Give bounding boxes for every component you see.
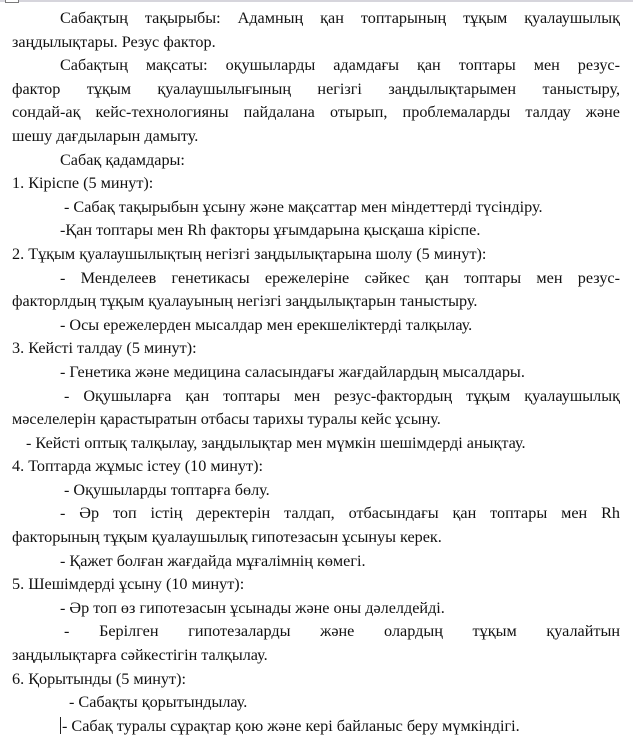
step-3-title: 3. Кейсті талдау (5 минут): <box>12 339 197 358</box>
step-4-item: - Оқушыларды топтарға бөлу. <box>64 480 270 499</box>
step-4-item-cont: факторының тұқым қуалаушылық гипотезасын ұсынуы керек. <box>12 528 442 547</box>
step-5-item-cont: заңдылықтарға сәйкестігін талқылау. <box>12 646 268 665</box>
step-4-item: - Әр топ істің деректерін талдап, отбасындағы қан топтары мен Rh <box>60 504 620 523</box>
step-3-item: - Генетика және медицина саласындағы жағдайлардың мысалдары. <box>60 362 525 381</box>
step-5-item: - Әр топ өз гипотезасын ұсынады және оны дәлелдейді. <box>60 598 445 617</box>
step-2-item: - Менделеев генетикасы ережелеріне сәйкес қан топтары мен резус- <box>60 268 620 287</box>
step-3-item: - Кейсті оптық талқылау, заңдылықтар мен мүмкін шешімдерді анықтау. <box>26 433 526 452</box>
goal-line-4: шешу дағдыларын дамыту. <box>12 126 199 145</box>
step-2-title: 2. Тұқым қуалаушылықтың негізгі заңдылықтарына шолу (5 минут): <box>12 244 487 263</box>
step-4-title: 4. Топтарда жұмыс істеу (10 минут): <box>12 457 263 476</box>
step-1-item: -Қан топтары мен Rh факторы ұғымдарына қысқаша кіріспе. <box>60 221 481 240</box>
document-page <box>12 7 620 738</box>
step-3-item-cont: мәселелерін қарастыратын отбасы тарихы туралы кейс ұсыну. <box>12 410 441 429</box>
step-6-item: - Сабақты қорытындылау. <box>69 693 248 712</box>
step-2-item-cont: факторлдың тұқым қуалауының негізгі заңдылықтарын таныстыру. <box>12 292 478 311</box>
topic-line-2: заңдылықтары. Резус фактор. <box>12 32 216 51</box>
ruler-marker <box>5 0 19 3</box>
step-3-item: - Оқушыларға қан топтары мен резус-фактордың тұқым қуалаушылық <box>64 386 620 405</box>
topic-line-1: Сабақтың тақырыбы: Адамның қан топтарының тұқым қуалаушылық <box>60 9 620 27</box>
step-6-item-with-caret[interactable] <box>12 715 620 738</box>
step-6-title: 6. Қорытынды (5 минут): <box>12 669 186 688</box>
step-6-item-text: - Сабақ туралы сұрақтар қою және кері байланыс беру мүмкіндігі. <box>62 716 520 735</box>
step-1-item: - Сабақ тақырыбын ұсыну және мақсаттар мен міндеттерді түсіндіру. <box>64 197 543 216</box>
step-5-item: - Берілген гипотезаларды және олардың тұқым қуалайтын <box>64 622 620 641</box>
step-4-item: - Қажет болған жағдайда мұғалімнің көмегі. <box>60 551 366 570</box>
text-cursor <box>60 717 61 734</box>
goal-line-1: Сабақтың мақсаты: оқушыларды адамдағы қан топтары мен резус- <box>60 56 620 75</box>
top-ruler-bar <box>0 0 633 2</box>
goal-line-2: фактор тұқым қуалаушылығының негізгі заңдылықтарымен таныстыру, <box>12 79 620 98</box>
step-5-title: 5. Шешімдерді ұсыну (10 минут): <box>12 575 245 594</box>
step-1-title: 1. Кіріспе (5 минут): <box>12 174 154 193</box>
step-2-item: - Осы ережелерден мысалдар мен ерекшеліктерді талқылау. <box>60 315 473 334</box>
steps-heading: Сабақ қадамдары: <box>60 150 185 169</box>
goal-line-3: сондай-ақ кейс-технологияны пайдалана отырып, проблемаларды талдау және <box>12 103 620 122</box>
